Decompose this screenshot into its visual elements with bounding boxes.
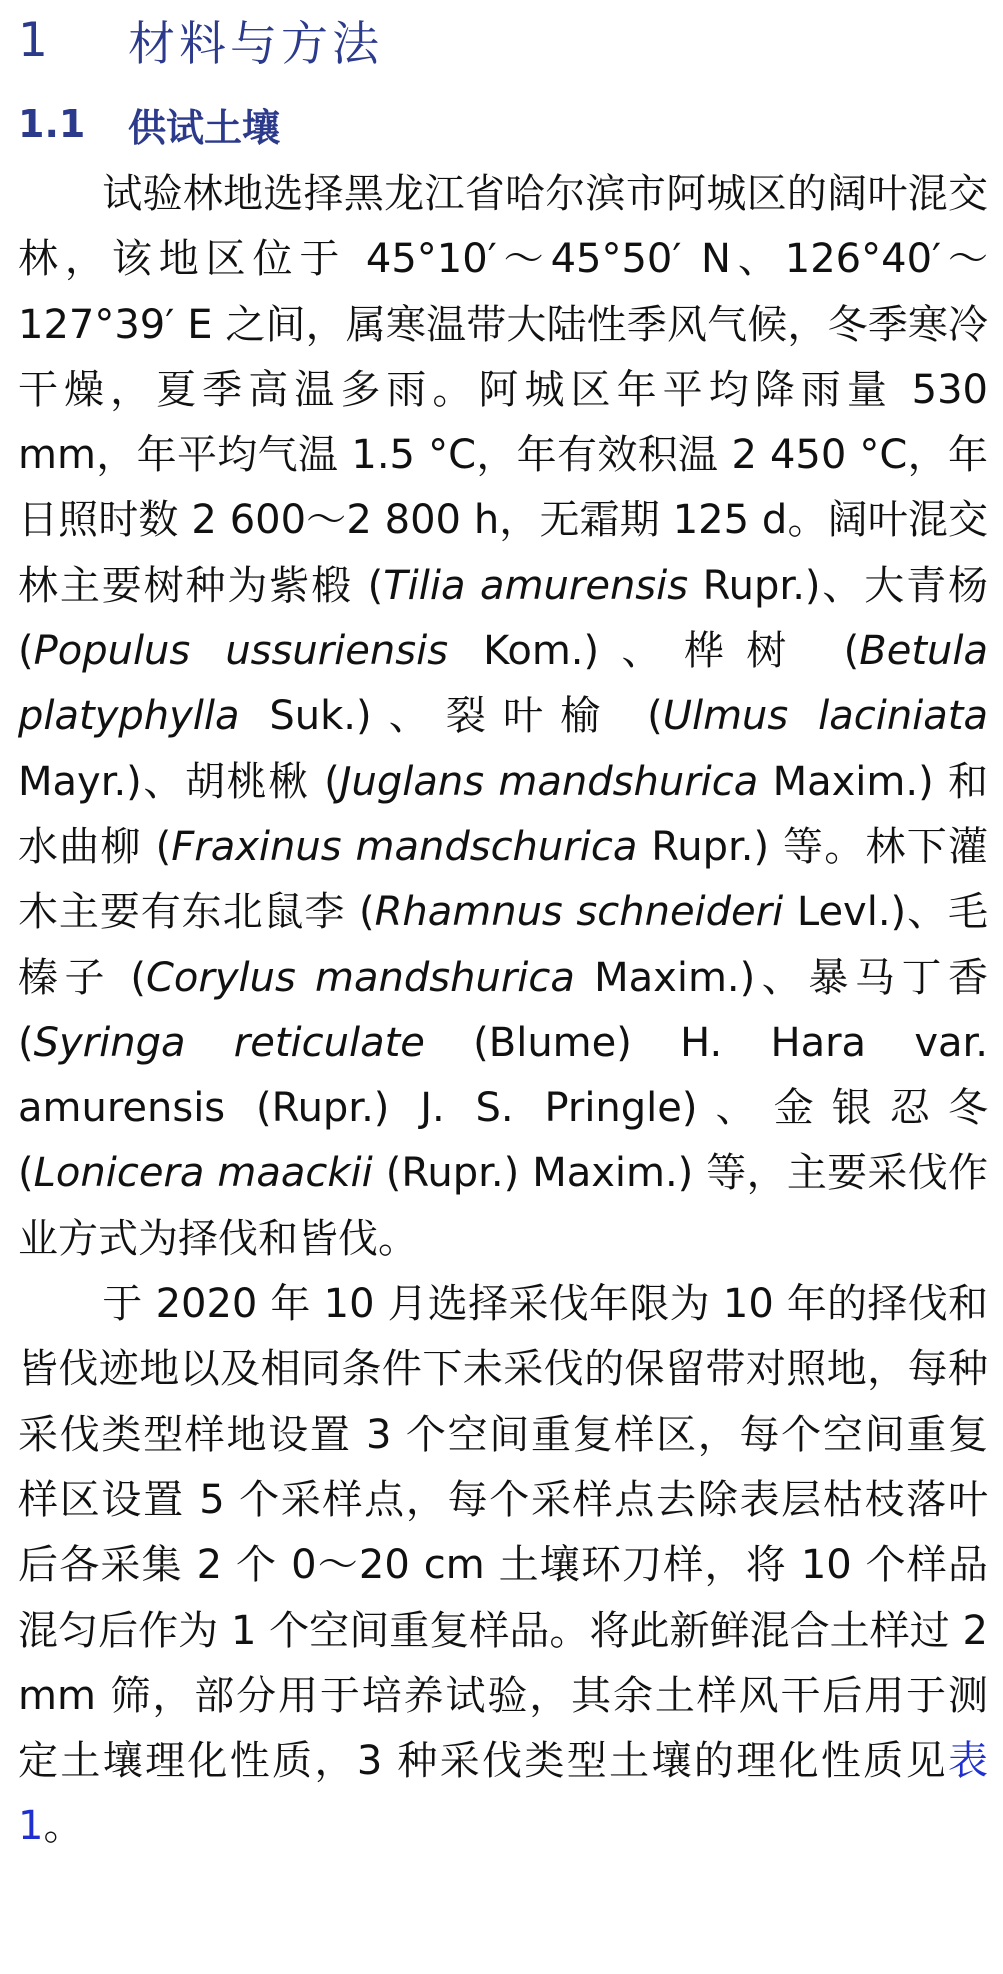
species-name: Fraxinus mandschurica: [171, 823, 638, 870]
section-number: 1: [18, 12, 52, 68]
text-run: Kom.)、桦树 (: [448, 628, 860, 675]
text-run: Rupr.)、大青杨 (: [18, 562, 989, 675]
text-run: (Blume) H. Hara var. amurensis (Rupr.) J. S. Pringle)、金银忍冬 (: [18, 1019, 989, 1197]
species-name: Betula platyphylla: [18, 628, 988, 740]
section-heading: [18, 0, 988, 80]
species-name: Syringa reticulate: [33, 1019, 425, 1066]
species-name: Ulmus laciniata: [662, 693, 988, 740]
text-run: Suk.)、裂叶榆 (: [239, 693, 663, 740]
text-run: Levl.)、毛榛子 (: [18, 889, 989, 1001]
paragraph-sampling-method: [18, 1272, 988, 1860]
species-name: Corylus mandshurica: [145, 954, 575, 1001]
text-run: Maxim.) 和水曲柳 (: [18, 758, 989, 870]
text-run: Rupr.) 等。林下灌木主要有东北鼠李 (: [18, 823, 988, 936]
text-run: 试验林地选择黑龙江省哈尔滨市阿城区的阔叶混交林，该地区位于 45°10′～45°50′ N、126°40′～127°39′ E 之间，属寒温带大陆性季风气候，冬季寒冷干燥，夏季高温多雨。阿城区年平均降雨量 530 mm，年平均气温 1.5 °C，年有效积温 2 450 °C，年日照时数 2 600～2 800 h，无霜期 125 d。阔叶混交林主要树种为紫椴 (: [18, 171, 988, 609]
paragraph-site-description: [18, 162, 988, 1272]
text-run: Maxim.)、暴马丁香 (: [18, 954, 988, 1066]
species-name: Tilia amurensis: [383, 562, 689, 609]
text-run: Mayr.)、胡桃楸 (: [18, 758, 340, 805]
species-name: Rhamnus schneideri: [374, 889, 784, 936]
article-page: [18, 0, 988, 1860]
subsection-heading: [18, 92, 988, 156]
subsection-title: 供试土壤: [128, 105, 281, 150]
text-run: 。: [43, 1803, 84, 1850]
subsection-number: 1.1: [18, 102, 86, 146]
species-name: Populus ussuriensis: [33, 628, 449, 675]
species-name: Lonicera maackii: [33, 1150, 373, 1197]
table-1-link[interactable]: 表 1: [18, 1738, 988, 1850]
text-run: 于 2020 年 10 月选择采伐年限为 10 年的择伐和皆伐迹地以及相同条件下未采伐的保留带对照地，每种采伐类型样地设置 3 个空间重复样区，每个空间重复样区设置 5 个采样点，每个采样点去除表层枯枝落叶后各采集 2 个 0～20 cm 土壤环刀样，将 10 个样品混匀后作为 1 个空间重复样品。将此新鲜混合土样过 2 mm 筛，部分用于培养试验，其余土样风干后用于测定土壤理化性质，3 种采伐类型土壤的理化性质见: [18, 1281, 988, 1785]
text-run: (Rupr.) Maxim.) 等，主要采伐作业方式为择伐和皆伐。: [18, 1150, 988, 1262]
section-title: 材料与方法: [128, 16, 383, 72]
species-name: Juglans mandshurica: [339, 758, 759, 805]
